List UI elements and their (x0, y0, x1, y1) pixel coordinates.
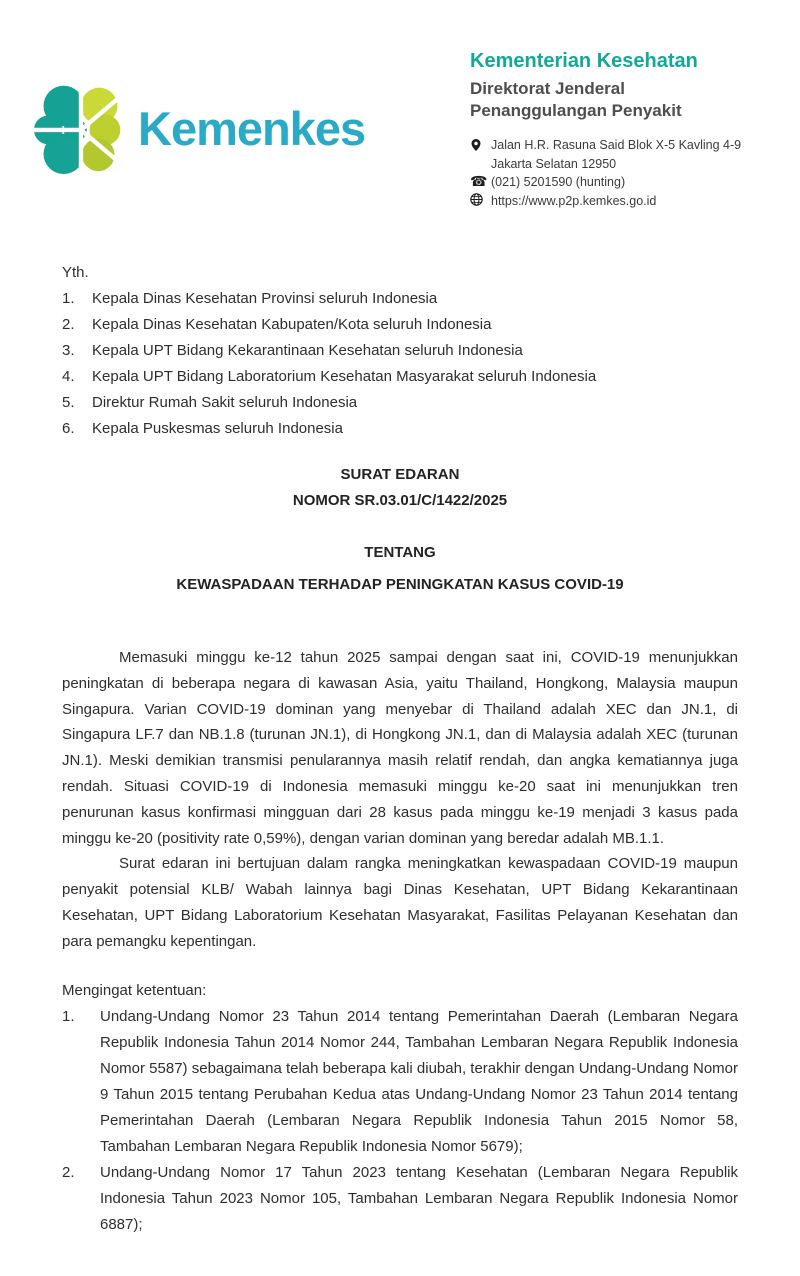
website-row (470, 192, 770, 211)
recipient-item (62, 390, 738, 416)
considerations-list (62, 1004, 738, 1238)
recipient-text: Kepala Dinas Kesehatan Provinsi seluruh Indonesia (92, 290, 438, 307)
letter-content (62, 248, 738, 1238)
document-type: SURAT EDARAN (340, 466, 460, 483)
about-label: TENTANG (364, 544, 436, 561)
globe-icon (470, 192, 491, 206)
recipient-item (62, 286, 738, 312)
recipient-text: Direktur Rumah Sakit seluruh Indonesia (92, 394, 358, 411)
paragraph-situation: Memasuki minggu ke-12 tahun 2025 sampai dengan saat ini, COVID-19 menunjukkan peningkatan di beberapa negara di kawasan Asia, yaitu Thailand, Hongkong, Malaysia maupun Singapura. Varian COVID-19 dominan yang menyebar di Thailand adalah XEC dan JN.1, di Singapura LF.7 dan NB.1.8 (turunan JN.1), di Hongkong JN.1, dan di Malaysia adalah XEC (turunan JN.1). Meski demikian transmisi penularannya masih relatif rendah, dan angka kematiannya juga rendah. Situasi COVID-19 di Indonesia memasuki minggu ke-20 saat ini menunjukkan tren penurunan kasus konfirmasi mingguan dari 28 kasus pada minggu ke-19 menjadi 3 kasus pada minggu ke-20 (positivity rate 0,59%), dengan varian dominan yang beredar adalah MB.1.1. (62, 649, 738, 847)
kemenkes-logo (32, 80, 365, 176)
address-line1: Jalan H.R. Rasuna Said Blok X-5 Kavling 4-9 (491, 138, 742, 152)
consideration-text: Undang-Undang Nomor 23 Tahun 2014 tentang Pemerintahan Daerah (Lembaran Negara Republik Indonesia Tahun 2014 Nomor 244, Tambahan Lembaran Negara Republik Indonesia Nomor 5587) sebagaimana telah beberapa kali diubah, terakhir dengan Undang-Undang Nomor 9 Tahun 2015 tentang Perubahan Kedua atas Undang-Undang Nomor 23 Tahun 2014 tentang Pemerintahan Daerah (Lembaran Negara Republik Indonesia Tahun 2015 Nomor 58, Tambahan Lembaran Negara Republik Indonesia Nomor 5679); (100, 1007, 738, 1155)
letterhead-right (470, 50, 770, 210)
consideration-item (62, 1160, 738, 1238)
recipient-number: 6. (62, 420, 75, 437)
recipient-item (62, 312, 738, 338)
recipient-item (62, 338, 738, 364)
ministry-name: Kementerian Kesehatan (470, 50, 698, 72)
address-row (470, 136, 770, 173)
recipient-number: 1. (62, 290, 75, 307)
recipient-number: 3. (62, 342, 75, 359)
paragraph-purpose: Surat edaran ini bertujuan dalam rangka meningkatkan kewaspadaan COVID-19 maupun penyakit potensial KLB/ Wabah lainnya bagi Dinas Kesehatan, UPT Bidang Kekarantinaan Kesehatan, UPT Bidang Laboratorium Kesehatan Masyarakat, Fasilitas Pelayanan Kesehatan dan para pemangku kepentingan. (62, 855, 738, 950)
website-text: https://www.p2p.kemkes.go.id (491, 193, 657, 208)
directorate-line1: Direktorat Jenderal (470, 79, 625, 98)
phone-text: (021) 5201590 (hunting) (491, 175, 626, 189)
consideration-item (62, 1004, 738, 1160)
recipient-text: Kepala UPT Bidang Kekarantinaan Kesehatan seluruh Indonesia (92, 342, 523, 359)
document-title-block (62, 462, 738, 598)
considerations-heading: Mengingat ketentuan: (62, 981, 207, 999)
recipient-item (62, 416, 738, 442)
consideration-number: 1. (62, 1007, 75, 1025)
address-text (491, 136, 741, 173)
recipient-text: Kepala UPT Bidang Laboratorium Kesehatan Masyarakat seluruh Indonesia (92, 368, 597, 385)
letterhead (0, 0, 800, 240)
recipient-number: 4. (62, 368, 75, 385)
recipient-text: Kepala Dinas Kesehatan Kabupaten/Kota seluruh Indonesia (92, 316, 492, 333)
recipient-number: 5. (62, 394, 75, 411)
consideration-text: Undang-Undang Nomor 17 Tahun 2023 tentang Kesehatan (Lembaran Negara Republik Indonesia Tahun 2023 Nomor 105, Tambahan Lembaran Negara Republik Indonesia Nomor 6887); (100, 1163, 738, 1233)
recipient-item (62, 364, 738, 390)
phone-icon: ☎ (470, 173, 488, 189)
salutation: Yth. (62, 264, 89, 281)
recipient-text: Kepala Puskesmas seluruh Indonesia (92, 420, 343, 437)
address-line2: Jakarta Selatan 12950 (491, 156, 617, 171)
logo-wordmark: Kemenkes (138, 101, 366, 155)
directorate-line2: Penanggulangan Penyakit (470, 101, 682, 120)
kemenkes-logo-icon (32, 80, 128, 176)
consideration-number: 2. (62, 1163, 75, 1181)
recipient-number: 2. (62, 316, 75, 333)
document-number: NOMOR SR.03.01/C/1422/2025 (292, 492, 508, 509)
location-pin-icon (470, 136, 491, 153)
recipient-list (62, 286, 738, 442)
document-subject: KEWASPADAAN TERHADAP PENINGKATAN KASUS COVID-19 (176, 576, 624, 593)
contact-block (470, 136, 770, 210)
phone-row (470, 173, 770, 192)
